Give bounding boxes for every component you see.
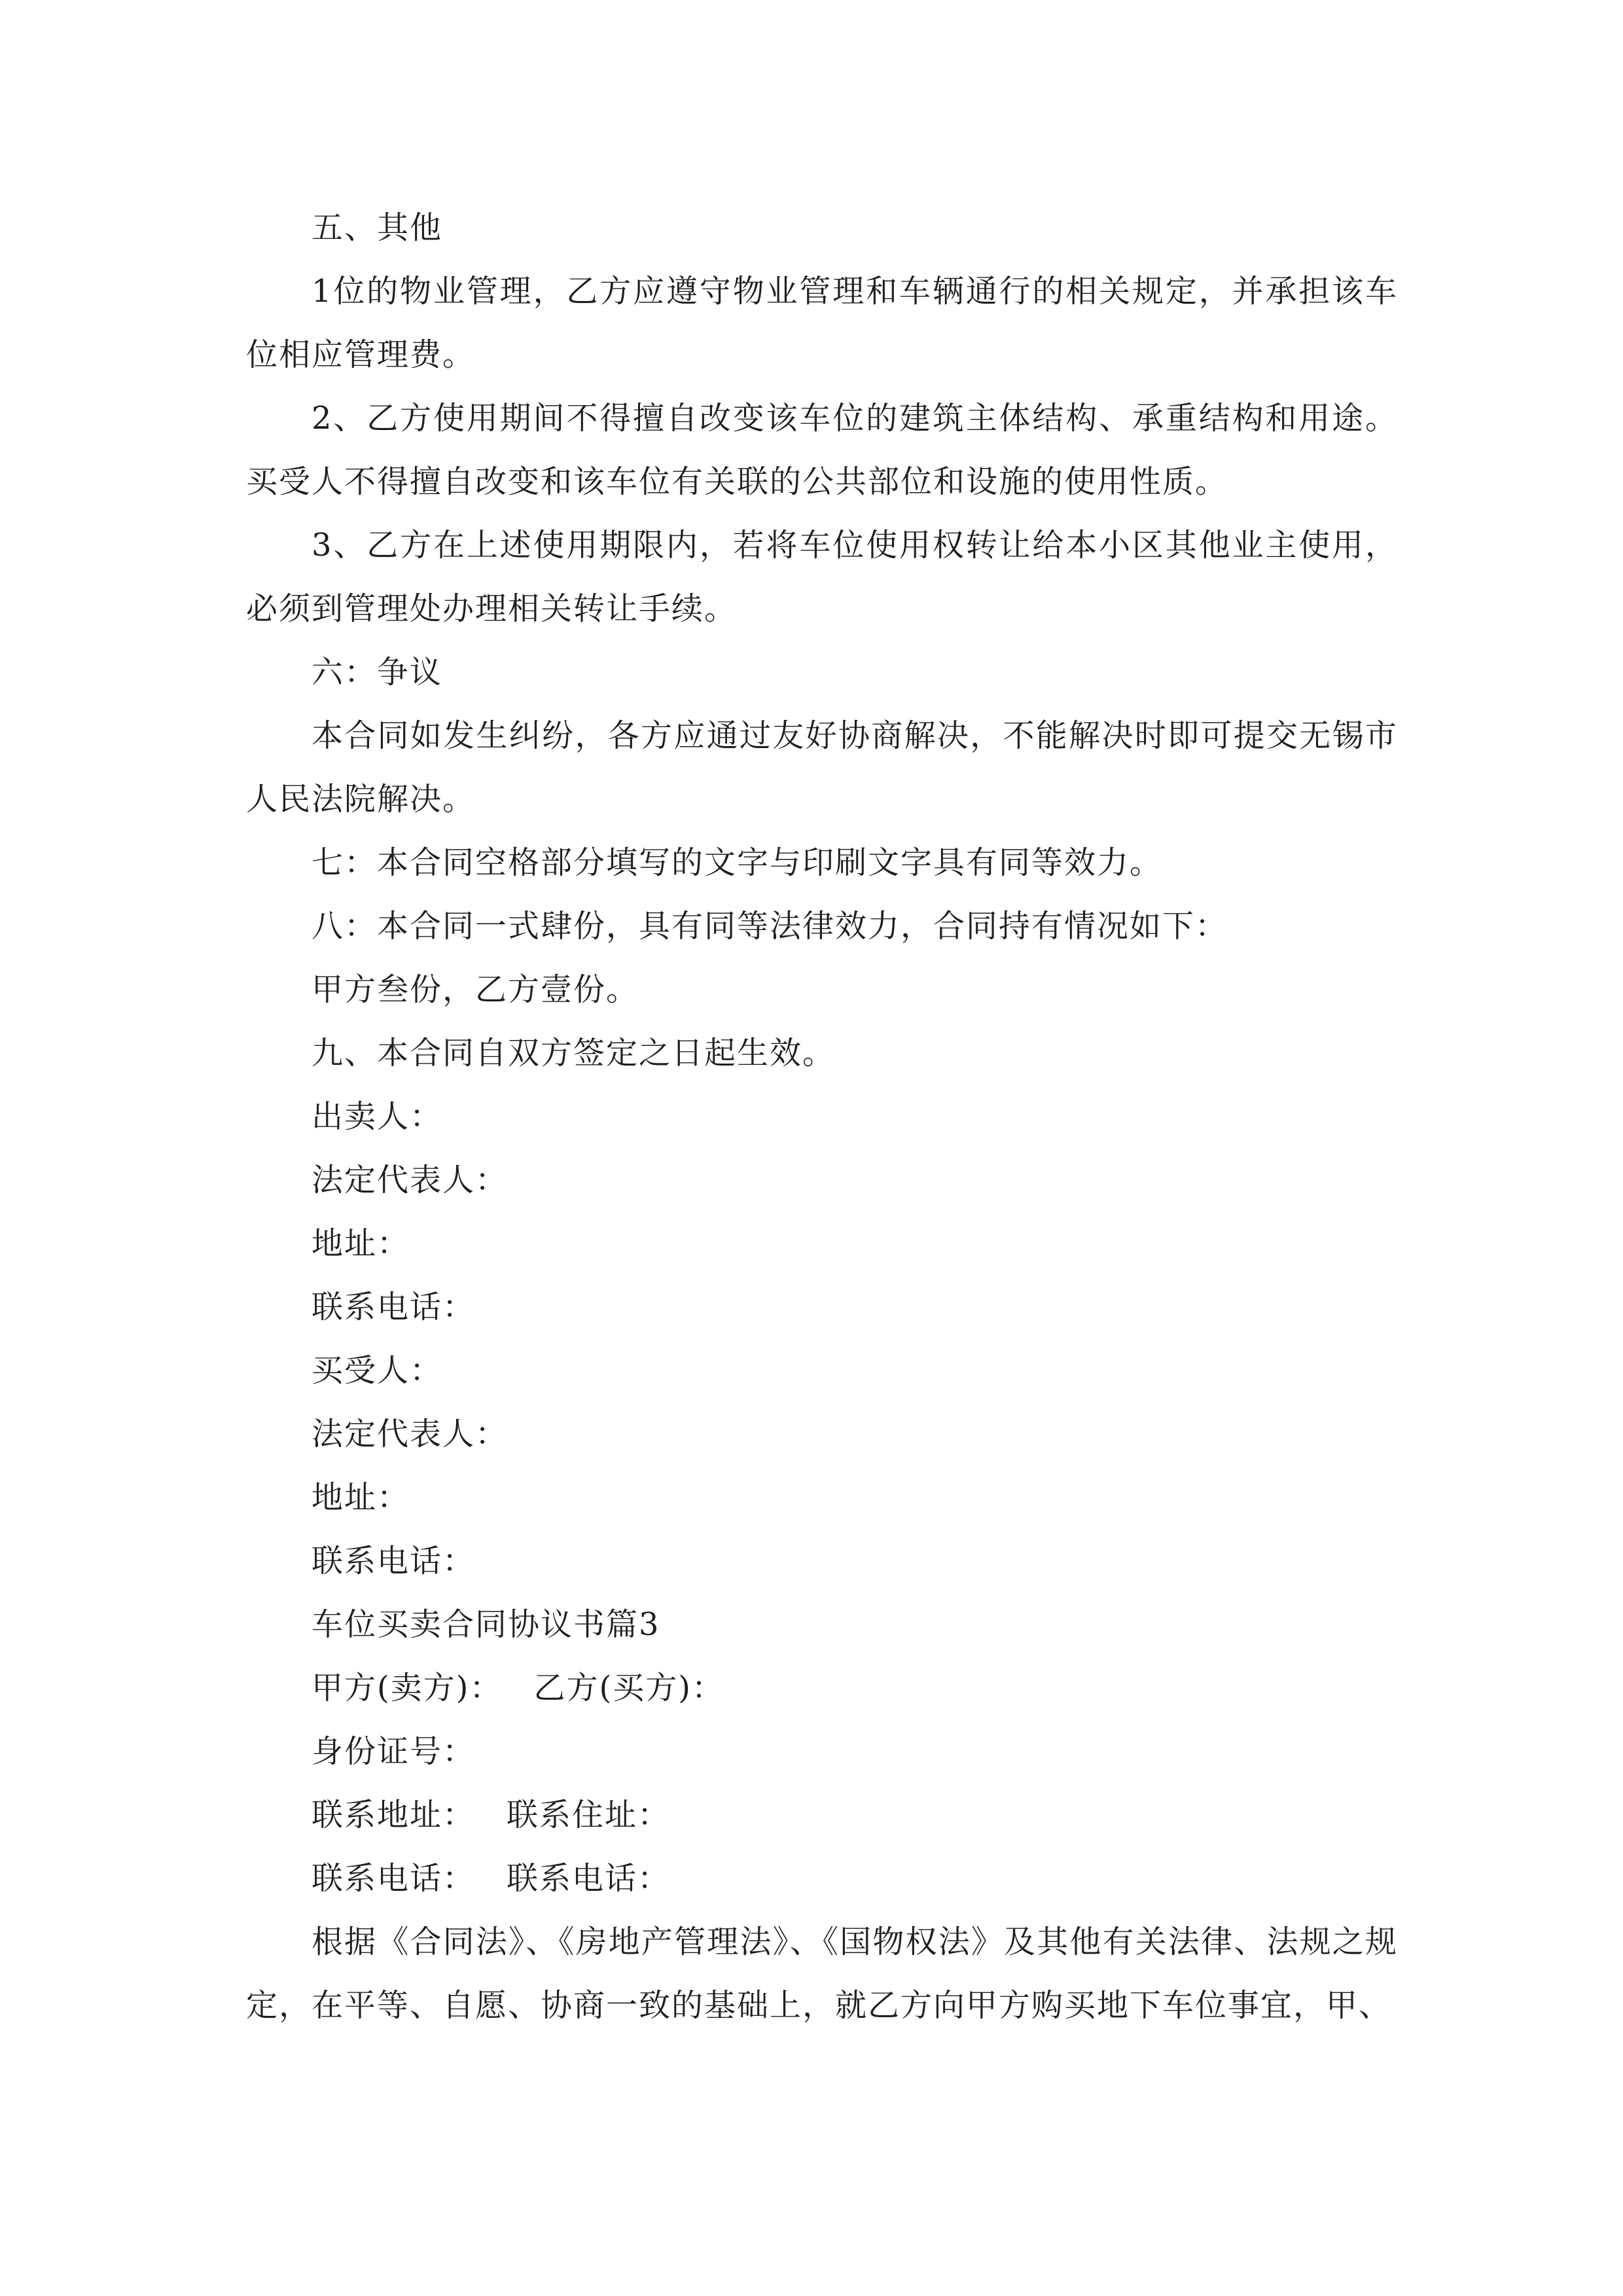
seller-phone-label: 联系电话： <box>312 1860 476 1897</box>
buyer-phone-label: 联系电话： <box>507 1860 671 1897</box>
clause-paragraph: 本合同如发生纠纷，各方应通过友好协商解决，不能解决时即可提交无锡市人民法院解决。 <box>246 717 1398 817</box>
party-buyer-label: 乙方(买方)： <box>533 1670 724 1706</box>
signature-field-address: 地址： <box>312 1479 410 1516</box>
document-body <box>246 196 1398 2037</box>
section-title-chapter-3: 车位买卖合同协议书篇3 <box>312 1606 660 1643</box>
seller-address-label: 联系地址： <box>312 1797 476 1833</box>
phone-line <box>246 1847 1398 1910</box>
section-heading-other: 五、其他 <box>312 209 443 246</box>
clause-paragraph: 九、本合同自双方签定之日起生效。 <box>312 1035 836 1071</box>
signature-field-legal-rep: 法定代表人： <box>312 1416 508 1452</box>
signature-field-seller: 出卖人： <box>312 1098 443 1135</box>
clause-paragraph: 甲方叁份，乙方壹份。 <box>312 971 639 1008</box>
party-seller-label: 甲方(卖方)： <box>312 1670 503 1706</box>
preamble-paragraph: 根据《合同法》、《房地产管理法》、《国物权法》及其他有关法律、法规之规定，在平等、自愿、协商一致的基础上，就乙方向甲方购买地下车位事宜，甲、 <box>246 1924 1398 2024</box>
signature-field-phone: 联系电话： <box>312 1543 476 1579</box>
buyer-address-label: 联系住址： <box>507 1797 671 1833</box>
clause-paragraph: 3、乙方在上述使用期限内，若将车位使用权转让给本小区其他业主使用，必须到管理处办理相关转让手续。 <box>246 527 1398 627</box>
signature-field-legal-rep: 法定代表人： <box>312 1162 508 1198</box>
signature-field-address: 地址： <box>312 1225 410 1262</box>
address-line <box>246 1784 1398 1847</box>
signature-field-buyer: 买受人： <box>312 1352 443 1389</box>
signature-field-phone: 联系电话： <box>312 1289 476 1325</box>
party-line <box>246 1657 1398 1720</box>
id-number-line: 身份证号： <box>312 1733 476 1770</box>
clause-paragraph: 八：本合同一式肆份，具有同等法律效力，合同持有情况如下： <box>312 908 1228 944</box>
section-heading-dispute: 六：争议 <box>312 654 443 691</box>
clause-paragraph: 1位的物业管理，乙方应遵守物业管理和车辆通行的相关规定，并承担该车位相应管理费。 <box>246 273 1398 373</box>
clause-paragraph: 2、乙方使用期间不得擅自改变该车位的建筑主体结构、承重结构和用途。买受人不得擅自改变和该车位有关联的公共部位和设施的使用性质。 <box>246 400 1398 500</box>
clause-paragraph: 七：本合同空格部分填写的文字与印刷文字具有同等效力。 <box>312 844 1163 881</box>
